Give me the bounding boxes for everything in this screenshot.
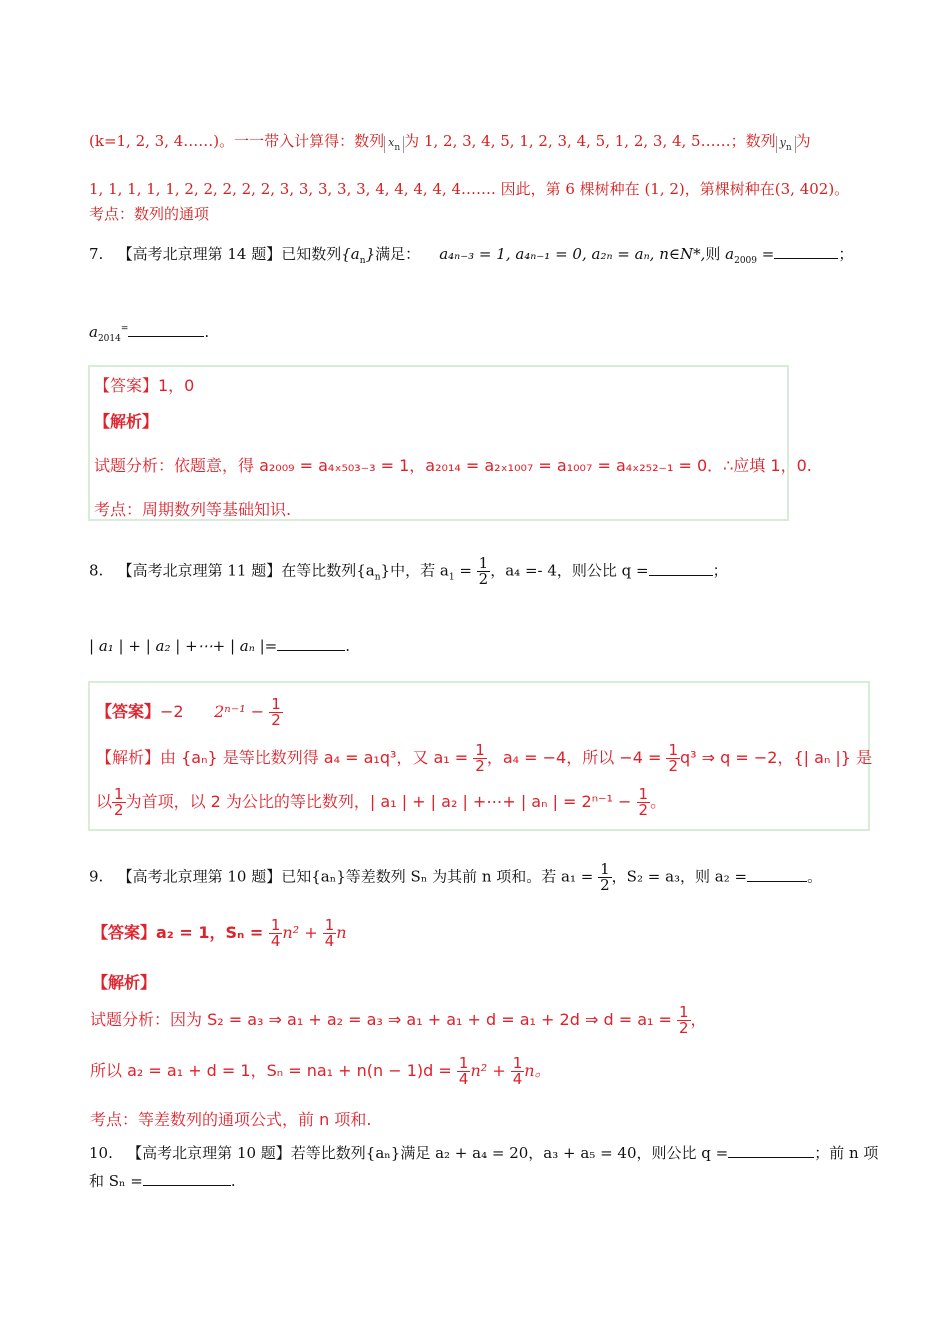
intro-line-2: 1, 1, 1, 1, 1, 2, 2, 2, 2, 2, 3, 3, 3, 3, 3, 4, 4, 4, 4, 4……. 因此，第 6 棵树种在 (1, 2)，第棵树种在(3, 402)。 (89, 180, 850, 198)
q10-semi: ；前 n 项 (814, 1144, 879, 1162)
q7-answer-box (88, 365, 812, 521)
q8-dot: . (345, 637, 350, 655)
q9-answer-frac-2: $\frac{1}{4}$ (324, 916, 335, 950)
q8-blank-1[interactable] (649, 565, 713, 576)
q8-text-a: 在等比数列{a (281, 561, 375, 580)
q10-blank-1[interactable] (728, 1147, 814, 1158)
q7-answer: 【答案】1，0 (94, 376, 195, 395)
q7-number: 7. (89, 245, 104, 263)
q9-line2-frac-2: $\frac{1}{4}$ (512, 1054, 523, 1088)
q7-a2009: $a_{2009}$ (725, 245, 758, 266)
intro-kaodian: 考点：数列的通项 (89, 205, 210, 223)
q7-semi: ； (838, 245, 854, 263)
q10-line-1 (89, 1142, 878, 1163)
q8-sum-expr: | a₁ | + | a₂ | +⋯+ | aₙ |= (89, 637, 278, 655)
q7-blank-1[interactable] (774, 248, 838, 259)
seq-y-symbol: $y_n$ (776, 136, 796, 153)
q8-answer: 【答案】−2 2ⁿ⁻¹ − $\frac{1}{2}$ (96, 695, 281, 729)
q8-jiexi-frac-1: $\frac{1}{2}$ (475, 741, 485, 775)
q7-text-b: 满足： (375, 245, 421, 263)
intro-text-b: 为 1, 2, 3, 4, 5, 1, 2, 3, 4, 5, 1, 2, 3, 4, 5……；数列 (404, 132, 776, 150)
q8-answer-box (88, 681, 873, 831)
q7-blank-2[interactable] (128, 326, 204, 337)
q8-line-2 (89, 637, 350, 655)
q7-kaodian: 考点：周期数列等基础知识. (94, 500, 292, 519)
q8-eq: = (454, 561, 472, 580)
q9-analysis-frac: $\frac{1}{2}$ (679, 1003, 689, 1037)
q7-line-2 (89, 323, 209, 344)
q8-semi: ； (712, 561, 728, 580)
q9-text-b: ，S₂ = a₃，则 a₂ = (611, 867, 748, 886)
intro-text-a: (k=1, 2, 3, 4……)。一一带入计算得：数列 (89, 132, 385, 150)
q9-text-a: 已知{aₙ}等差数列 Sₙ 为其前 n 项和。若 a₁ = (281, 867, 594, 886)
q9-fraction-half: $\frac{1}{2}$ (600, 860, 610, 894)
q9-answer: 【答案】a₂ = 1，Sₙ = $\frac{1}{4}$ n² + $\frac{1}{4}$ n (92, 916, 347, 950)
q8-answer-val: −2 (160, 702, 184, 721)
q10-text: 若等比数列{aₙ}满足 a₂ + a₄ = 20，a₃ + a₅ = 40，则公比 q = (290, 1144, 729, 1162)
q7-line-1 (89, 243, 853, 266)
q8-jiexi-line-2: 以 $\frac{1}{2}$ 为首项，以 2 为公比的等比数列，| a₁ | + | a₂ | +⋯+ | aₙ | = 2ⁿ⁻¹ − $\frac{1}{2}$ 。 (96, 785, 667, 819)
q10-line2: 和 Sₙ = (89, 1172, 143, 1190)
q8-jiexi: 【解析】由 {aₙ} 是等比数列得 a₄ = a₁q³，又 a₁ = $\frac{1}{2}$ ，a₄ = −4，所以 −4 = $\frac{1}{2}$ q³ ⇒ q = −2，{| aₙ |} 是 (96, 741, 873, 775)
q10-line-2 (89, 1170, 236, 1191)
q7-eq: = (761, 245, 775, 263)
q10-source: 【高考北京理第 10 题】 (127, 1144, 291, 1162)
q9-number: 9. (89, 867, 104, 886)
q7-eq2: = (120, 324, 129, 334)
q8-number: 8. (89, 561, 104, 580)
q8-source: 【高考北京理第 11 题】 (117, 561, 282, 580)
q8-line2-frac-2: $\frac{1}{2}$ (638, 785, 649, 819)
intro-line-1 (89, 130, 811, 153)
q10-dot: . (230, 1172, 236, 1190)
q9-analysis-line-2: 所以 a₂ = a₁ + d = 1，Sₙ = na₁ + n(n − 1)d = $\frac{1}{4}$ n² + $\frac{1}{4}$ n。 (90, 1054, 551, 1088)
q9-source: 【高考北京理第 10 题】 (117, 867, 282, 886)
q8-text-b: }中，若 a (380, 561, 449, 580)
q9-line-1 (89, 862, 822, 893)
q8-answer-pow: 2ⁿ⁻¹ − (214, 702, 265, 721)
intro-text-c: 为 (795, 132, 811, 150)
q8-line-1: 8. 【高考北京理第 11 题】在等比数列$\{a_n\}$中，若 $a_1$ = $\frac{1}{2}$ ，a₄ =- 4，则公比 q = ； (89, 554, 728, 588)
q10-number: 10. (89, 1144, 113, 1162)
seq-x-symbol: $x_n$ (384, 136, 404, 153)
q8-jiexi-frac-2: $\frac{1}{2}$ (668, 741, 679, 775)
q7-a2014: $a_{2014}$ (89, 323, 121, 344)
q9-jiexi-label: 【解析】 (92, 973, 157, 992)
q7-text-a: 已知数列 (281, 245, 342, 263)
q9-line2-frac-1: $\frac{1}{4}$ (458, 1054, 469, 1088)
q8-blank-2[interactable] (277, 640, 345, 651)
q9-analysis: 试题分析：因为 S₂ = a₃ ⇒ a₁ + a₂ = a₃ ⇒ a₁ + a₁ + d = a₁ + 2d ⇒ d = a₁ = $\frac{1}{2}$ ， (90, 1003, 707, 1037)
q7-jiexi-label: 【解析】 (94, 412, 159, 431)
q7-then: 则 (705, 245, 721, 263)
q10-blank-2[interactable] (143, 1175, 231, 1186)
q8-text-c: ，a₄ =- 4，则公比 q = (490, 561, 649, 580)
q8-answer-fraction: $\frac{1}{2}$ (271, 695, 281, 729)
q7-condition: a₄ₙ₋₃ = 1, a₄ₙ₋₁ = 0, a₂ₙ = aₙ, n∈N*, (439, 245, 706, 263)
q8-fraction-half: $\frac{1}{2}$ (478, 554, 489, 588)
q9-end: 。 (807, 867, 823, 886)
q7-dot: . (204, 323, 210, 341)
q8-line2-frac-1: $\frac{1}{2}$ (114, 785, 124, 819)
q7-seq: $\{a_n\}$ (341, 245, 376, 266)
q7-analysis: 试题分析：依题意，得 a₂₀₀₉ = a₄ₓ₅₀₃₋₃ = 1，a₂₀₁₄ = a₂ₓ₁₀₀₇ = a₁₀₀₇ = a₄ₓ₂₅₂₋₁ = 0．∴应填 1，0. (94, 456, 812, 475)
q7-source: 【高考北京理第 14 题】 (117, 245, 282, 263)
q9-answer-frac-1: $\frac{1}{4}$ (270, 916, 281, 950)
q9-kaodian: 考点：等差数列的通项公式，前 n 项和. (90, 1110, 372, 1129)
q9-blank[interactable] (747, 871, 807, 882)
